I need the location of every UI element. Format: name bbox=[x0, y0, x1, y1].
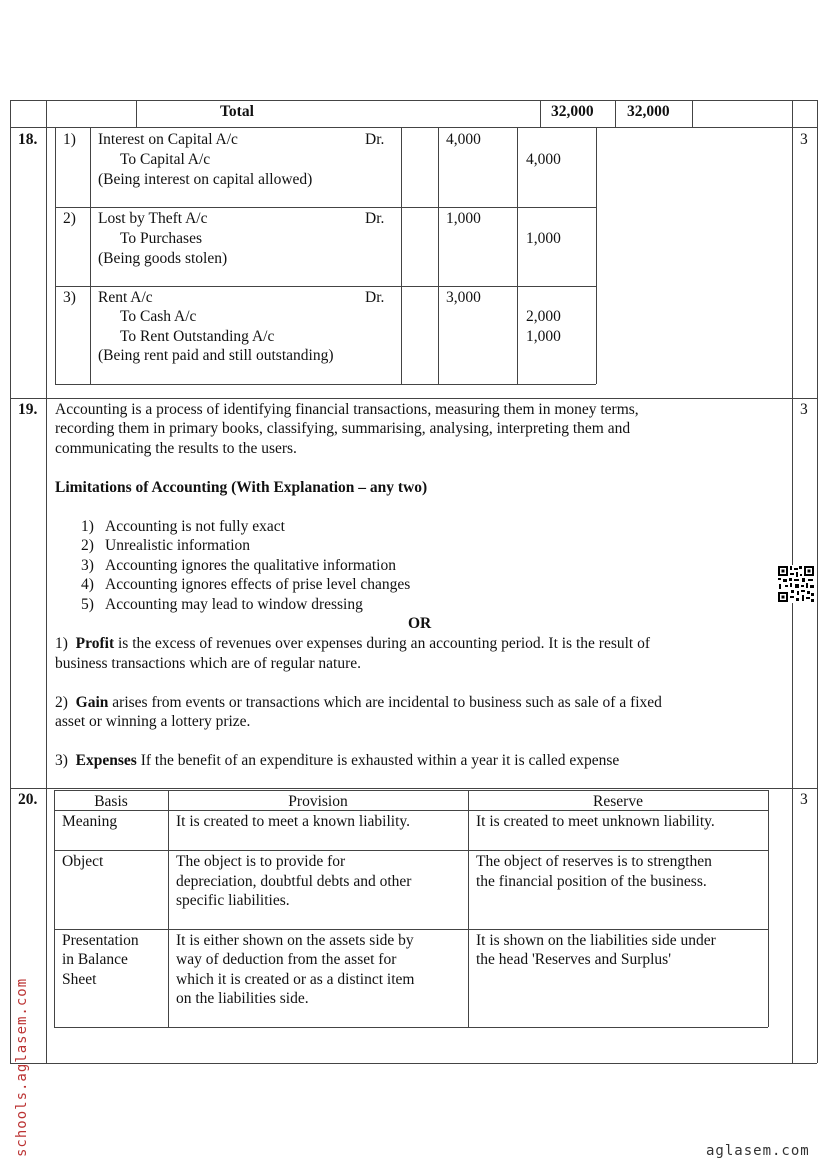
debit-amount: 4,000 bbox=[446, 131, 481, 148]
alt-term: Expenses bbox=[75, 752, 137, 769]
reserve-cell: the head 'Reserves and Surplus' bbox=[476, 951, 671, 968]
alt-text: If the benefit of an expenditure is exhausted within a year it is called expense bbox=[136, 752, 620, 769]
definition-line: recording them in primary books, classifying, summarising, analysing, interpreting them and bbox=[55, 420, 631, 437]
definition-line: communicating the results to the users. bbox=[55, 440, 297, 457]
alt-term: Gain bbox=[75, 694, 109, 711]
basis-cell: Meaning bbox=[62, 813, 118, 830]
column-header-basis: Basis bbox=[94, 793, 128, 810]
question-marks: 3 bbox=[800, 131, 808, 148]
list-number: 3) bbox=[81, 557, 94, 574]
basis-cell: Presentation bbox=[62, 932, 139, 949]
question-number: 18. bbox=[18, 131, 38, 148]
footer-watermark: aglasem.com bbox=[706, 1143, 810, 1159]
alt-paragraph bbox=[55, 634, 650, 654]
basis-cell: Sheet bbox=[62, 971, 97, 988]
provision-cell: which it is created or as a distinct item bbox=[176, 971, 415, 988]
alt-term: Profit bbox=[75, 635, 115, 652]
entry-credit-account: To Rent Outstanding A/c bbox=[120, 328, 275, 345]
definition-line: Accounting is a process of identifying financial transactions, measuring them in money terms, bbox=[55, 401, 639, 418]
entry-debit-account: Rent A/c bbox=[98, 289, 153, 306]
alt-text: asset or winning a lottery prize. bbox=[55, 713, 251, 730]
entry-number: 3) bbox=[63, 289, 76, 306]
dr-label: Dr. bbox=[365, 131, 385, 148]
entry-narration: (Being rent paid and still outstanding) bbox=[98, 347, 334, 364]
alt-text: is the excess of revenues over expenses during an accounting period. It is the result of bbox=[114, 635, 651, 652]
total-debit: 32,000 bbox=[551, 103, 594, 120]
question-number: 20. bbox=[18, 791, 38, 808]
entry-credit-account: To Cash A/c bbox=[120, 308, 197, 325]
provision-cell: specific liabilities. bbox=[176, 892, 290, 909]
list-item: Accounting ignores effects of prise level changes bbox=[105, 576, 411, 593]
list-item: Accounting may lead to window dressing bbox=[105, 596, 363, 613]
basis-cell: in Balance bbox=[62, 951, 128, 968]
provision-cell: way of deduction from the asset for bbox=[176, 951, 397, 968]
list-number: 2) bbox=[81, 537, 94, 554]
question-marks: 3 bbox=[800, 401, 808, 418]
entry-number: 1) bbox=[63, 131, 76, 148]
list-item: Unrealistic information bbox=[105, 537, 251, 554]
basis-cell: Object bbox=[62, 853, 104, 870]
entry-debit-account: Lost by Theft A/c bbox=[98, 210, 208, 227]
provision-cell: It is either shown on the assets side by bbox=[176, 932, 414, 949]
qr-code-icon[interactable] bbox=[777, 565, 815, 603]
or-separator: OR bbox=[408, 615, 432, 632]
column-header-reserve: Reserve bbox=[593, 793, 643, 810]
provision-cell: depreciation, doubtful debts and other bbox=[176, 873, 412, 890]
list-number: 4) bbox=[81, 576, 94, 593]
limitations-heading: Limitations of Accounting (With Explanation – any two) bbox=[55, 479, 428, 496]
credit-amount: 1,000 bbox=[526, 328, 561, 345]
reserve-cell: the financial position of the business. bbox=[476, 873, 707, 890]
dr-label: Dr. bbox=[365, 210, 385, 227]
debit-amount: 1,000 bbox=[446, 210, 481, 227]
side-watermark: schools.aglasem.com bbox=[14, 977, 30, 1157]
provision-cell: on the liabilities side. bbox=[176, 990, 309, 1007]
alt-text: arises from events or transactions which are incidental to business such as sale of a fixed bbox=[108, 694, 662, 711]
alt-number: 1) bbox=[55, 635, 68, 652]
reserve-cell: It is created to meet unknown liability. bbox=[476, 813, 715, 830]
credit-amount: 2,000 bbox=[526, 308, 561, 325]
alt-paragraph bbox=[55, 751, 619, 771]
alt-number: 3) bbox=[55, 752, 68, 769]
dr-label: Dr. bbox=[365, 289, 385, 306]
entry-credit-account: To Purchases bbox=[120, 230, 202, 247]
list-item: Accounting ignores the qualitative information bbox=[105, 557, 396, 574]
entry-narration: (Being goods stolen) bbox=[98, 250, 228, 267]
provision-cell: It is created to meet a known liability. bbox=[176, 813, 411, 830]
credit-amount: 4,000 bbox=[526, 151, 561, 168]
question-marks: 3 bbox=[800, 791, 808, 808]
column-header-provision: Provision bbox=[288, 793, 348, 810]
entry-credit-account: To Capital A/c bbox=[120, 151, 211, 168]
alt-text: business transactions which are of regular nature. bbox=[55, 655, 362, 672]
alt-number: 2) bbox=[55, 694, 68, 711]
total-label: Total bbox=[220, 103, 254, 120]
total-credit: 32,000 bbox=[627, 103, 670, 120]
entry-narration: (Being interest on capital allowed) bbox=[98, 171, 313, 188]
alt-paragraph bbox=[55, 693, 662, 713]
list-number: 1) bbox=[81, 518, 94, 535]
provision-cell: The object is to provide for bbox=[176, 853, 346, 870]
credit-amount: 1,000 bbox=[526, 230, 561, 247]
list-item: Accounting is not fully exact bbox=[105, 518, 285, 535]
list-number: 5) bbox=[81, 596, 94, 613]
reserve-cell: It is shown on the liabilities side under bbox=[476, 932, 716, 949]
entry-debit-account: Interest on Capital A/c bbox=[98, 131, 238, 148]
reserve-cell: The object of reserves is to strengthen bbox=[476, 853, 712, 870]
question-number: 19. bbox=[18, 401, 38, 418]
debit-amount: 3,000 bbox=[446, 289, 481, 306]
entry-number: 2) bbox=[63, 210, 76, 227]
